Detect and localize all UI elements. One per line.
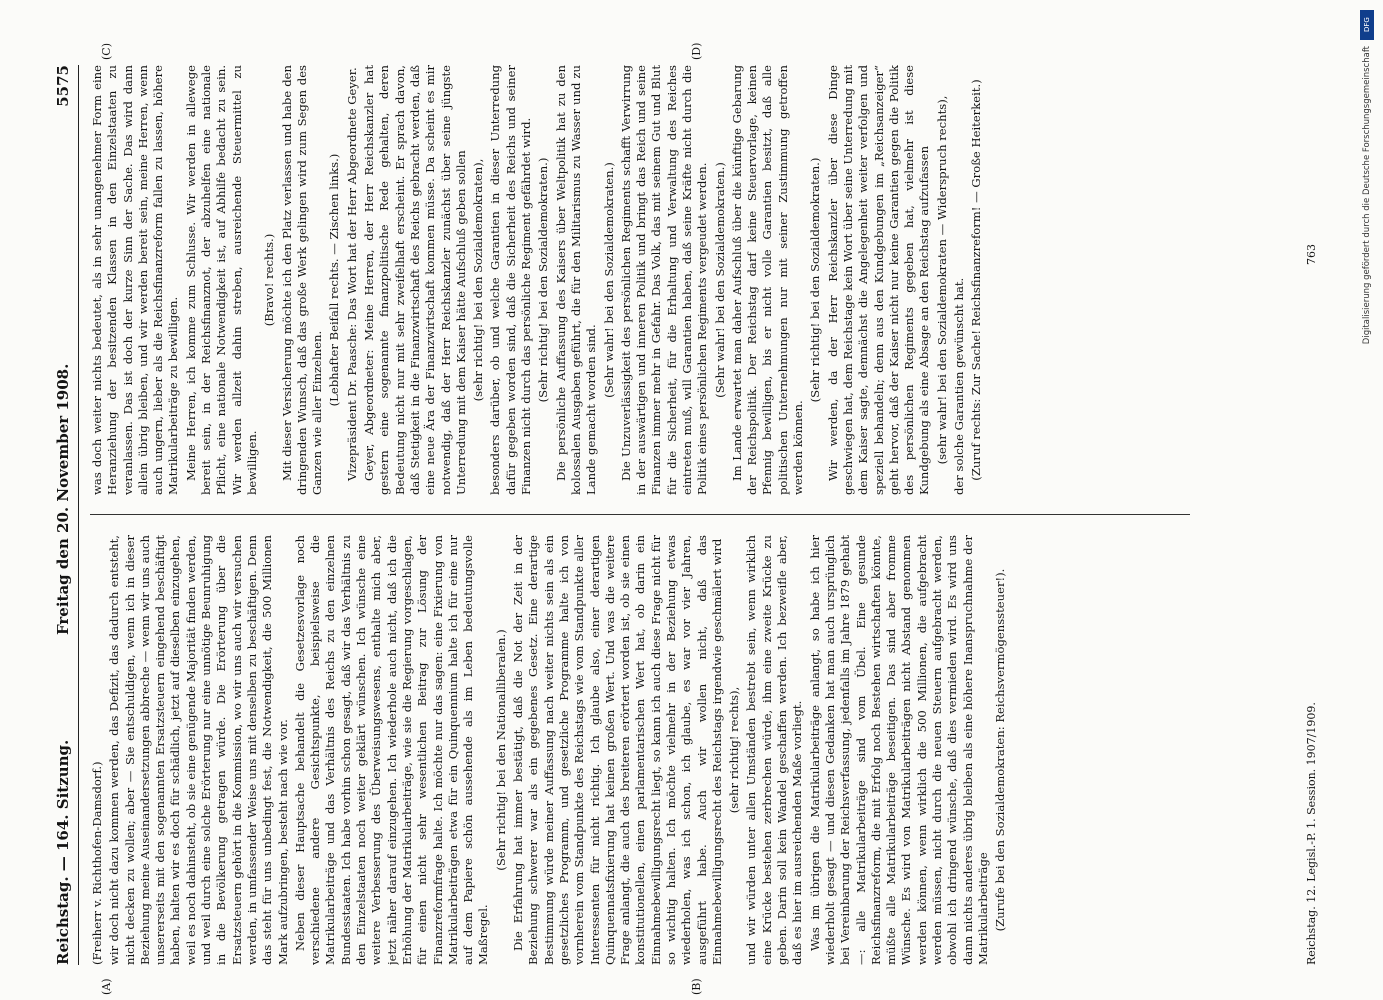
interjection: (sehr wahr! bei den Sozialdemokraten — Widerspruch rechts), — [934, 95, 949, 465]
interjection: (Sehr richtig! bei den Sozialdemokraten.) — [808, 157, 823, 403]
paragraph: Die Unzuverlässigkeit des persönlichen Regiments schafft Verwirrung in der auswärtigen und inneren Politik und bringt das Reich und seine Finanzen immer mehr in Gefahr. Das Volk, das mit seinem Gut und Blut für die Sicherheit, für die Erhaltung und Verwaltung des Reiches eintreten muß, will Garantien haben, daß seine Kräfte nicht durch die Politik eines persönlichen Regiments vergeudet werden. — [618, 65, 710, 495]
paragraph: Im Lande erwartet man daher Aufschluß über die künftige Gebarung der Reichspolitik. Der Reichstag darf keine Steuervorlage, keinen Pfennig bewilligen, bis er nicht volle Garantien besitzt, daß alle politischen Unternehmungen nur mit seiner Zustimmung getroffen werden können. — [729, 65, 806, 495]
paragraph: Geyer, Abgeordneter: Meine Herren, der Herr Reichskanzler hat gestern eine sogenannte finanzpolitische Rede gehalten, deren Bedeutung nicht nur mit sehr zweifelhaft erscheint. Er sprach davon, daß Stetigkeit in die Finanzwirtschaft des Reichs gebracht werden, daß eine neue Ära der Finanzwirtschaft kommen müsse. Da scheint es mir notwendig, daß der Herr Reichskanzler zunächst über seine jüngste Unterredung mit dem Kaiser hätte Aufschluß geben sollen — [362, 65, 468, 495]
paragraph: wir doch nicht dazu kommen werden, das Defizit, das dadurch entsteht, nicht decken zu wollen; aber — Sie entschuldigen, wenn ich in dieser Beziehung meine Auseinandersetzungen abbreche — wenn wir uns auch unsererseits mit den sogenannten Ersatzsteuern eingehend beschäftigt haben, halten wir es doch für schädlich, jetzt auf dieselben einzugehen, weil es noch dahinsteht, ob sie eine genügende Majorität finden werden, und weil durch eine solche Erörterung nur eine unnötige Beunruhigung in die Bevölkerung getragen würde. Die Erörterung über die Ersatzsteuern gehört in die Kommission, wo wir uns auch wir versuchen werden, in umfassender Weise uns mit denselben zu beschäftigen. Denn das steht für uns unbedingt fest, die Notwendigkeit, die 500 Millionen Mark aufzubringen, besteht nach wie vor. — [107, 535, 290, 965]
footer-page-number: 763 — [1305, 244, 1318, 265]
interjection: (sehr richtig! bei den Sozialdemokraten), — [471, 158, 486, 402]
margin-mark-a: (A) — [100, 978, 113, 995]
right-column — [90, 65, 1320, 495]
left-column — [90, 535, 1320, 965]
paragraph: Vizepräsident Dr. Paasche: Das Wort hat der Herr Abgeordnete Geyer. — [344, 67, 359, 481]
digitization-note: Digitalisierung gefördert durch die Deutsche Forschungsgemeinschaft — [1362, 46, 1372, 345]
rotated-page-body — [50, 42, 1340, 995]
dfg-logo: DFG — [1360, 10, 1374, 40]
interjection: (Sehr richtig! bei den Sozialdemokraten.) — [536, 157, 551, 403]
paragraph: Die Erfahrung hat immer bestätigt, daß die Not der Zeit in der Beziehung schwerer war als ein gegebenes Gesetz. Eine derartige Bestimmung würde meiner Auffassung nach weiter nichts sein als ein gesetzliches Programm, und gesetzliche Programme halte ich von vornherein vom Standpunkte des Reichstags wie vom Standpunkte aller Interessenten für nicht richtig. Ich glaube also, einer derartigen Quinquennatsfixierung hat keinen großen Wert. Und was die weitere Frage anlangt, die auch des breiteren erörtert worden ist, ob sie einen konstitutionellen, einen parlamentarischen Wert hat, ob darin ein Einnahmebewilligungsrecht liegt, so kann ich auch diese Frage nicht für so wichtig halten. Ich möchte vielmehr in der Beziehung etwas wiederholen, was ich schon, ich glaube, es war vor vier Jahren, ausgeführt habe. Auch wir wollen nicht, daß das Einnahmebewilligungsrecht des Reichstags irgendwie geschmälert wird — [511, 535, 724, 965]
paragraph: Was im übrigen die Matrikularbeiträge anlangt, so habe ich hier wiederholt gesagt — und diesen Gedanken hat man auch ursprünglich bei Vereinbarung der Reichsverfassung, jedenfalls im Jahre 1879 gehabt —: alle Matrikularbeiträge sind vom Übel. Eine gesunde Reichsfinanzreform, die mit Erfolg noch Bestehen wirtschaften könnte, müßte alle Matrikularbeiträge beseitigen. Das sind aber fromme Wünsche. Es wird von Matrikularbeiträgen nicht Abstand genommen werden können, wenn wirklich die 500 Millionen, die aufgebracht werden müssen, nicht durch die neuen Steuern aufgebracht werden, obwohl ich dringend wünsche, daß dies vermieden wird. Es wird uns dann nichts anderes übrig bleiben als eine höhere Inanspruchnahme der Matrikularbeiträge — [807, 535, 990, 965]
interjection: (Zuruf rechts: Zur Sache! Reichsfinanzreform! — Große Heiterkeit.) — [969, 79, 984, 481]
interjection: (sehr richtig! rechts), — [727, 686, 742, 814]
interjection: (Sehr richtig! bei den Nationalliberalen.) — [493, 629, 508, 871]
interjection: (Zurufe bei den Sozialdemokraten: Reichsvermögenssteuer!). — [993, 568, 1008, 932]
header-left: Reichstag. — 164. Sitzung. — [54, 739, 72, 965]
interjection: (Sehr wahr! bei den Sozialdemokraten.) — [601, 162, 616, 398]
paragraph: der solche Garantien gewünscht hat. — [952, 277, 967, 495]
footer-session: Reichstag. 12. Legisl.-P. 1. Session. 1907/1909. — [1305, 702, 1318, 965]
margin-mark-d: (D) — [690, 42, 703, 60]
paragraph: Mit dieser Versicherung möchte ich den Platz verlassen und habe den dringenden Wunsch, daß das große Werk gelingen wird zum Segen des Ganzen wie aller Einzelnen. — [279, 65, 325, 495]
paragraph: was doch weiter nichts bedeutet, als in sehr unangenehmer Form eine Heranziehung der besitzenden Klassen in den Einzelstaaten zu veranlassen. Das ist doch der kurze Sinn der Sache. Das wird dann allein übrig bleiben, und wir werden bereit sein, meine Herren, wenn auch ungern, lieber als die Reichsfinanzreform fallen zu lassen, höhere Matrikularbeiträge zu bewilligen. — [90, 65, 181, 495]
paragraph: Meine Herren, ich komme zum Schlusse. Wir werden in allewege bereit sein, in der Reichsfinanznot, der abzuhelfen eine nationale Pflicht, eine nationale Notwendigkeit ist, auf Abhilfe bedacht zu sein. Wir werden allzeit dahin streben, ausreichende Steuermittel zu bewilligen. — [183, 65, 259, 495]
header-page-number: 5575 — [54, 65, 72, 107]
column-divider — [90, 514, 1190, 515]
running-header — [50, 65, 78, 965]
margin-mark-c: (C) — [100, 43, 113, 60]
paragraph: und wir würden unter allen Umständen bestrebt sein, wenn wirklich eine Krücke bestehen zerbrechen würde, ihm eine zweite Krücke zu geben. Darin soll kein Wandel geschaffen werden. Ich bezweifle aber, daß es hier im ausreichenden Maße vorliegt. — [744, 535, 805, 965]
interjection: (Bravo! rechts.) — [262, 233, 277, 327]
paragraph: besonders darüber, ob und welche Garantien in dieser Unterredung dafür gegeben worden sind, daß die Sicherheit des Reichs und seiner Finanzen nicht durch das persönliche Regiment gefährdet wird. — [488, 65, 534, 495]
header-rule — [78, 65, 79, 965]
interjection: (Lebhafter Beifall rechts. — Zischen links.) — [327, 153, 342, 407]
paragraph: (Freiherr v. Richthofen-Damsdorf.) — [90, 761, 104, 965]
header-date: Freitag den 20. November 1908. — [54, 363, 72, 635]
paragraph: Wir werden, da der Herr Reichskanzler über diese Dinge geschwiegen hat, dem Reichstage kein Wort über seine Unterredung mit dem Kaiser sagte, demnächst die Angelegenheit weiter verfolgen und speziell behandeln; denn aus den Kundgebungen im „Reichsanzeiger“ geht hervor, daß der Kaiser nicht nur keine Garantien gegen die Politik des persönlichen Regiments gegeben hat, vielmehr ist diese Kundgebung als eine Absage an den Reichstag aufzufassen — [825, 65, 932, 495]
interjection: (Sehr wahr! bei den Sozialdemokraten.) — [712, 162, 727, 398]
paragraph: Neben dieser Hauptsache behandelt die Gesetzesvorlage noch verschiedene andere Gesichtspunkte, beispielsweise die Matrikularbeiträge und das Verhältnis des Reichs zu den einzelnen Bundesstaaten. Ich habe vorhin schon gesagt, daß wir das Verhältnis zu den Einzelstaaten noch weiter geklärt wünschen. Ich wünsche eine weitere Verbesserung des Überweisungswesens, enthalte mich aber, jetzt näher darauf einzugehen. Ich wiederhole auch nicht, daß ich die Erhöhung der Matrikularbeiträge, wie sie die Regierung vorgeschlagen, für einen nicht sehr wesentlichen Beitrag zur Lösung der Finanzreformfrage halte. Ich möchte nur das sagen: eine Fixierung von Matrikularbeiträgen etwa für ein Quinquennium halte ich für eine nur auf dem Papiere schön aussehende als im Leben bedeutungsvolle Maßregel. — [292, 535, 491, 965]
paragraph: Die persönliche Auffassung des Kaisers über Weltpolitik hat zu den kolossalen Ausgaben geführt, die für den Militarismus zu Wasser und zu Lande gemacht worden sind. — [553, 65, 599, 495]
margin-mark-b: (B) — [690, 978, 703, 995]
